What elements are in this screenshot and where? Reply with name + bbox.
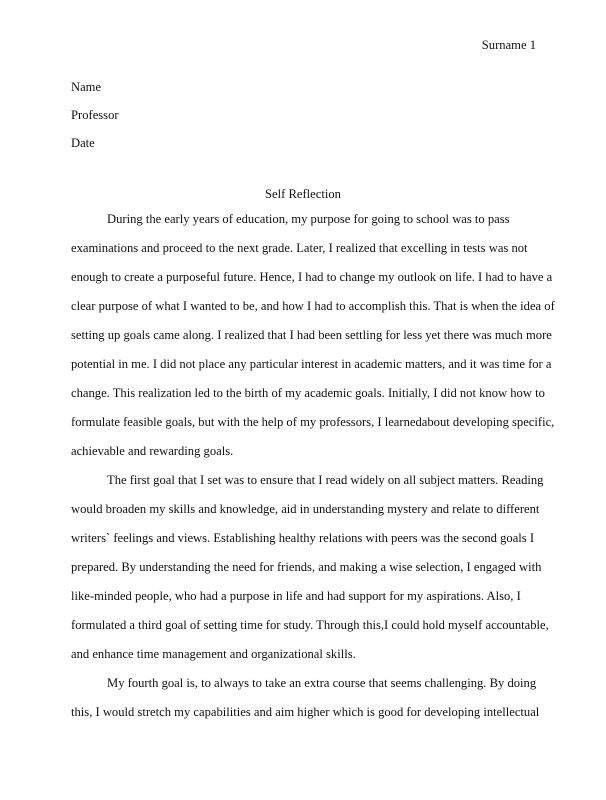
body-line: potential in me. I did not place any particular interest in academic matters, and it was time for a <box>71 357 552 371</box>
body-line: enough to create a purposeful future. Hence, I had to change my outlook on life. I had to have a <box>71 270 553 284</box>
student-heading <box>71 73 119 157</box>
body-line: this, I would stretch my capabilities and aim higher which is good for developing intellectual <box>71 705 540 719</box>
essay-title: Self Reflection <box>265 187 341 201</box>
body-line: change. This realization led to the birth of my academic goals. Initially, I did not know how to <box>71 386 545 400</box>
body-line: setting up goals came along. I realized that I had been settling for less yet there was much more <box>71 328 552 342</box>
body-line: examinations and proceed to the next grade. Later, I realized that excelling in tests was not <box>71 241 528 255</box>
body-line: My fourth goal is, to always to take an extra course that seems challenging. By doing <box>107 676 537 690</box>
body-line: formulate feasible goals, but with the help of my professors, I learnedabout developing specific, <box>71 415 555 429</box>
date-line: Date <box>71 136 95 150</box>
body-line: The first goal that I set was to ensure that I read widely on all subject matters. Reading <box>107 473 544 487</box>
body-line: During the early years of education, my purpose for going to school was to pass <box>107 212 510 226</box>
body-line: and enhance time management and organizational skills. <box>71 647 356 661</box>
body-line: like-minded people, who had a purpose in life and had support for my aspirations. Also, I <box>71 589 521 603</box>
running-header: Surname 1 <box>481 38 536 52</box>
professor-name: Professor <box>71 108 119 122</box>
student-name: Name <box>71 80 102 94</box>
body-line: formulated a third goal of setting time for study. Through this,I could hold myself accountable, <box>71 618 549 632</box>
body-line: clear purpose of what I wanted to be, and how I had to accomplish this. That is when the idea of <box>71 299 555 313</box>
body-line: prepared. By understanding the need for friends, and making a wise selection, I engaged with <box>71 560 542 574</box>
body-line: achievable and rewarding goals. <box>71 444 234 458</box>
body-line: writers` feelings and views. Establishing healthy relations with peers was the second goals I <box>71 531 535 545</box>
body-line: would broaden my skills and knowledge, aid in understanding mystery and relate to different <box>71 502 540 516</box>
